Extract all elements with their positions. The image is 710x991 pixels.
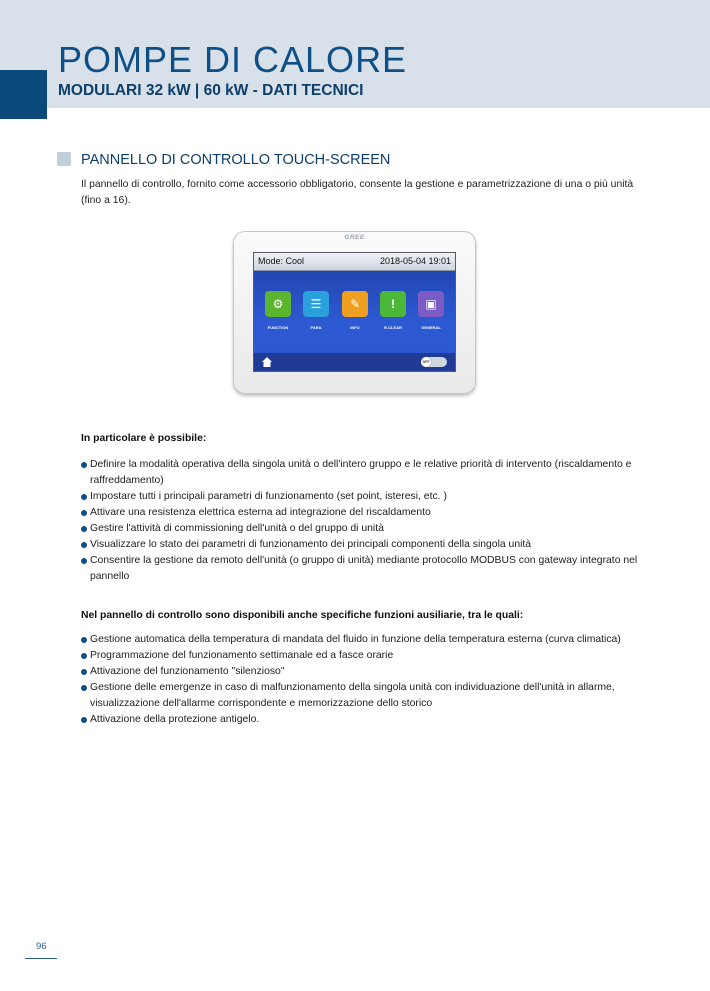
list-item: Gestire l'attività di commissioning dell'unità o del gruppo di unità: [81, 521, 641, 537]
touch-panel-image: [233, 231, 476, 394]
page-number-rule: [25, 958, 57, 959]
auxiliary-heading: Nel pannello di controllo sono disponibili anche specifiche funzioni ausiliarie, tra le quali:: [81, 610, 524, 621]
header-accent-block: [0, 70, 47, 119]
device-screen: [253, 252, 456, 372]
rclear-tile-label: R-CLEAR: [384, 325, 402, 330]
capabilities-heading: In particolare è possibile:: [81, 433, 207, 444]
info-tile-icon: ✎: [342, 291, 368, 317]
page-number: 96: [36, 941, 47, 952]
home-icon: [261, 356, 273, 368]
para-tile-icon: ☰: [303, 291, 329, 317]
function-tile-label: FUNCTION: [267, 325, 289, 330]
section-title: PANNELLO DI CONTROLLO TOUCH-SCREEN: [81, 152, 391, 168]
device-brand-logo: GREE: [344, 234, 365, 241]
page-title: POMPE DI CALORE: [58, 39, 408, 80]
page-subtitle: MODULARI 32 kW | 60 kW - DATI TECNICI: [58, 82, 364, 99]
screen-bottom-bar: [254, 353, 455, 371]
section-marker-icon: [57, 152, 71, 166]
list-item: Consentire la gestione da remoto dell'unità (o gruppo di unità) mediante protocollo MODBUS con gateway integrato nel pannello: [81, 553, 641, 585]
info-tile-label: INFO: [350, 325, 360, 330]
screen-datetime: 2018-05-04 19:01: [379, 256, 451, 266]
list-item: Visualizzare lo stato dei parametri di funzionamento dei principali componenti della singola unità: [81, 537, 641, 553]
general-tile-icon: ▣: [418, 291, 444, 317]
rclear-tile-icon: !: [380, 291, 406, 317]
off-toggle-label: OFF: [421, 357, 431, 367]
section-intro: Il pannello di controllo, fornito come accessorio obbligatorio, consente la gestione e parametrizzazione di una o più unità (fino a 16).: [81, 179, 634, 206]
capabilities-list: [81, 457, 641, 585]
list-item: Definire la modalità operativa della singola unità o dell'intero gruppo e le relative priorità di intervento (riscaldamento e raffreddamento): [81, 457, 641, 489]
screen-mode: Mode: Cool: [258, 256, 305, 266]
list-item: Programmazione del funzionamento settimanale ed a fasce orarie: [81, 648, 641, 664]
list-item: Attivare una resistenza elettrica esterna ad integrazione del riscaldamento: [81, 505, 641, 521]
screen-tiles: [254, 291, 455, 341]
list-item: Gestione delle emergenze in caso di malfunzionamento della singola unità con individuazione dell'unità in allarme, visualizzazione dell'allarme corrispondente e memorizzazione dello storico: [81, 680, 641, 712]
screen-status-bar: [254, 253, 455, 271]
list-item: Impostare tutti i principali parametri di funzionamento (set point, isteresi, etc. ): [81, 489, 641, 505]
list-item: Attivazione della protezione antigelo.: [81, 712, 641, 728]
list-item: Gestione automatica della temperatura di mandata del fluido in funzione della temperatura esterna (curva climatica): [81, 632, 641, 648]
auxiliary-list: [81, 632, 641, 728]
off-toggle: [421, 357, 447, 367]
general-tile-label: GENERAL: [421, 325, 441, 330]
function-tile-icon: ⚙: [265, 291, 291, 317]
list-item: Attivazione del funzionamento "silenzioso": [81, 664, 641, 680]
para-tile-label: PARA: [310, 325, 322, 330]
